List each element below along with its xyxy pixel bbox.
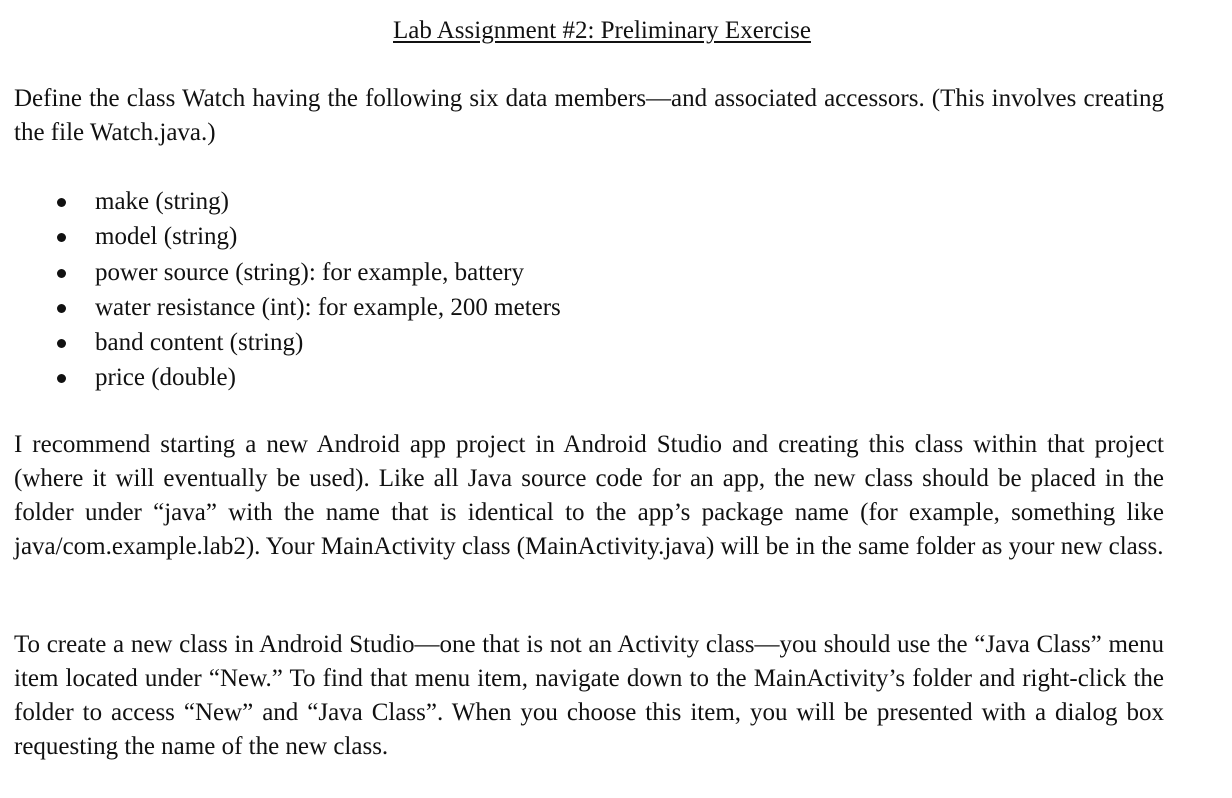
bullet-icon [57,233,66,242]
list-item [14,362,561,397]
intro-paragraph: Define the class Watch having the following six data members—and associated accessors. (This involves creating the file Watch.java.) [14,85,1164,146]
list-item [14,186,561,221]
recommendation-paragraph: I recommend starting a new Android app project in Android Studio and creating this class within that project (where it will eventually be used). Like all Java source code for an app, the new class should be placed in the folder under “java” with the name that is identical to the app’s package name (for example, something like java/com.example.lab2). Your MainActivity class (MainActivity.java) will be in the same folder as your new class. [14,431,1164,560]
list-item-text: model (string) [95,223,238,251]
bullet-icon [57,374,66,383]
list-item [14,327,561,362]
bullet-icon [57,198,66,207]
list-item-text: power source (string): for example, battery [95,258,525,286]
bullet-icon [57,339,66,348]
page-title: Lab Assignment #2: Preliminary Exercise [393,17,811,44]
bullet-icon [57,269,66,278]
list-item-text: band content (string) [95,329,304,357]
list-item-text: water resistance (int): for example, 200 meters [95,293,561,321]
data-members-list [14,186,561,398]
bullet-icon [57,304,66,313]
list-item [14,257,561,292]
list-item [14,221,561,256]
create-class-paragraph: To create a new class in Android Studio—one that is not an Activity class—you should use the “Java Class” menu item located under “New.” To find that menu item, navigate down to the MainActivity’s folder and right-click the folder to access “New” and “Java Class”. When you choose this item, you will be presented with a dialog box requesting the name of the new class. [14,631,1164,760]
list-item-text: price (double) [95,364,236,392]
list-item [14,292,561,327]
list-item-text: make (string) [95,188,229,215]
